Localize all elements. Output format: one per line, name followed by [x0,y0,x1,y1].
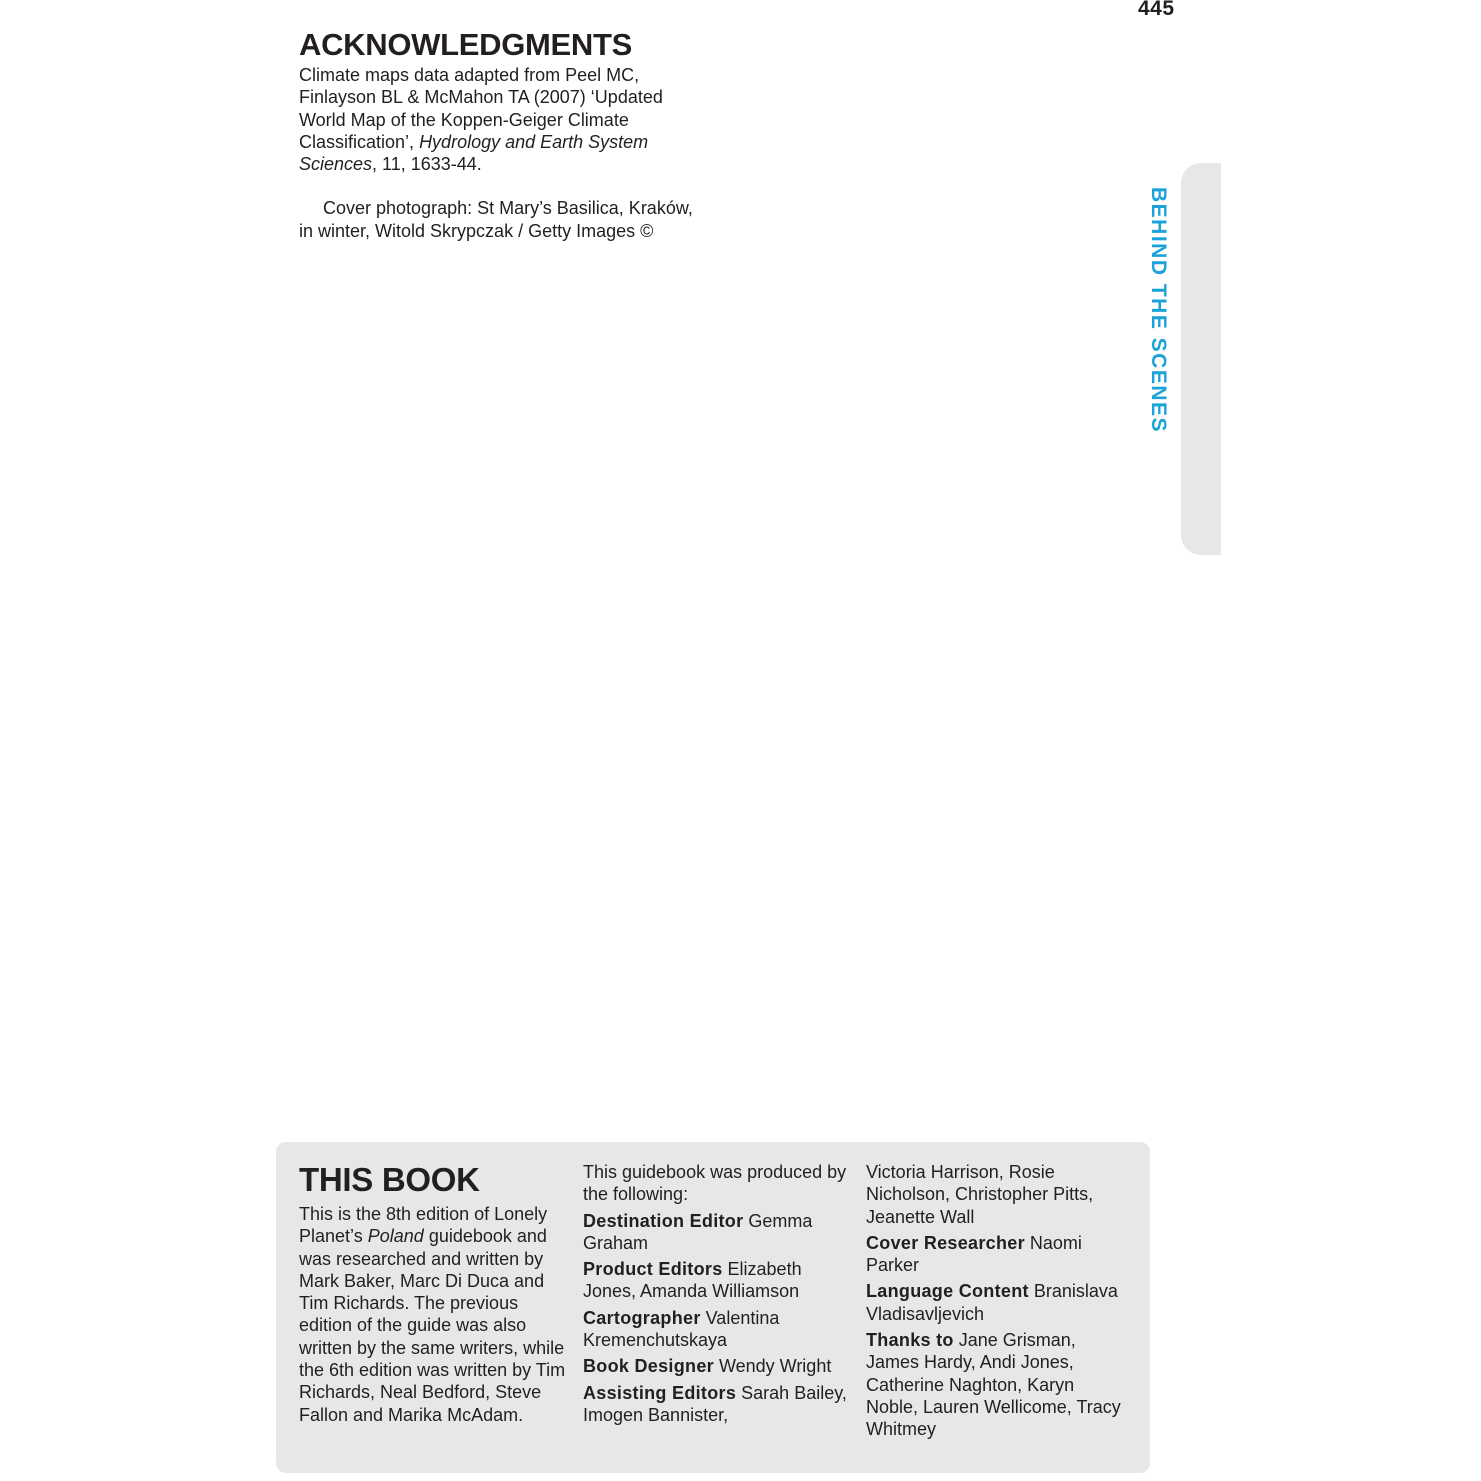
intro-before: This is the 8th edition of Lonely Planet’s [299,1204,548,1247]
journal-details: , 11, 1633-44. [372,154,482,175]
cover-credit: Cover photograph: St Mary’s Basilica, Kraków, in winter, Witold Skrypczak / Getty Images © [299,198,693,241]
credit-product-editors [583,1258,853,1303]
journal-title: Hydrology and Earth System Sciences [299,131,649,175]
acknowledgments-body [299,64,694,242]
side-tab [1181,163,1221,555]
credit-cartographer [583,1307,853,1352]
credit-book-designer [583,1355,853,1377]
this-book-column-1 [299,1161,567,1426]
credit-role: Thanks to [866,1330,954,1351]
credit-assisting-editors [583,1382,853,1427]
credit-names: Branislava Vladisavljevich [866,1281,1118,1324]
credit-names: Elizabeth Jones, Amanda Williamson [583,1259,802,1302]
credit-role: Product Editors [583,1259,723,1280]
credit-thanks-to [866,1329,1131,1440]
credit-assisting-editors-continued: Victoria Harrison, Rosie Nicholson, Christopher Pitts, Jeanette Wall [866,1162,1094,1227]
this-book-column-3 [866,1161,1131,1441]
intro-after: guidebook and was researched and written by Mark Baker, Marc Di Duca and Tim Richards. The previous edition of the guide was also written by the same writers, while the 6th edition was written by Tim Richards, Neal Bedford, Steve Fallon and Marika McAdam. [299,1226,566,1425]
produced-by-text: This guidebook was produced by the following: [583,1162,847,1205]
credit-names: Sarah Bailey, Imogen Bannister, [583,1382,847,1425]
credit-names: Wendy Wright [718,1356,832,1377]
credit-cover-researcher [866,1232,1131,1277]
credit-language-content [866,1280,1131,1325]
this-book-column-2 [583,1161,853,1426]
page-number: 445 [1138,0,1175,20]
credit-names: Gemma Graham [583,1210,813,1253]
climate-credit-text: Climate maps data adapted from Peel MC, Finlayson BL & McMahon TA (2007) ‘Updated World Map of the Koppen-Geiger Climate Classification’, [299,65,663,152]
credit-role: Destination Editor [583,1210,744,1231]
credit-role: Cartographer [583,1307,701,1328]
acknowledgments-heading: ACKNOWLEDGMENTS [299,27,633,62]
credit-role: Cover Researcher [866,1232,1025,1253]
this-book-heading: THIS BOOK [299,1161,480,1198]
edition-intro [299,1203,567,1426]
climate-credit [299,64,694,175]
credit-role: Language Content [866,1281,1029,1302]
credit-role: Assisting Editors [583,1382,737,1403]
credit-names: Naomi Parker [866,1232,1082,1276]
credit-destination-editor [583,1210,853,1255]
credit-names: Valentina Kremenchutskaya [583,1307,780,1351]
section-tab-label: BEHIND THE SCENES [1147,187,1170,434]
guide-title: Poland [367,1226,424,1247]
credit-role: Book Designer [583,1356,714,1377]
credit-names: Jane Grisman, James Hardy, Andi Jones, Catherine Naghton, Karyn Noble, Lauren Wellicome, Tracy Whitmey [866,1330,1121,1440]
